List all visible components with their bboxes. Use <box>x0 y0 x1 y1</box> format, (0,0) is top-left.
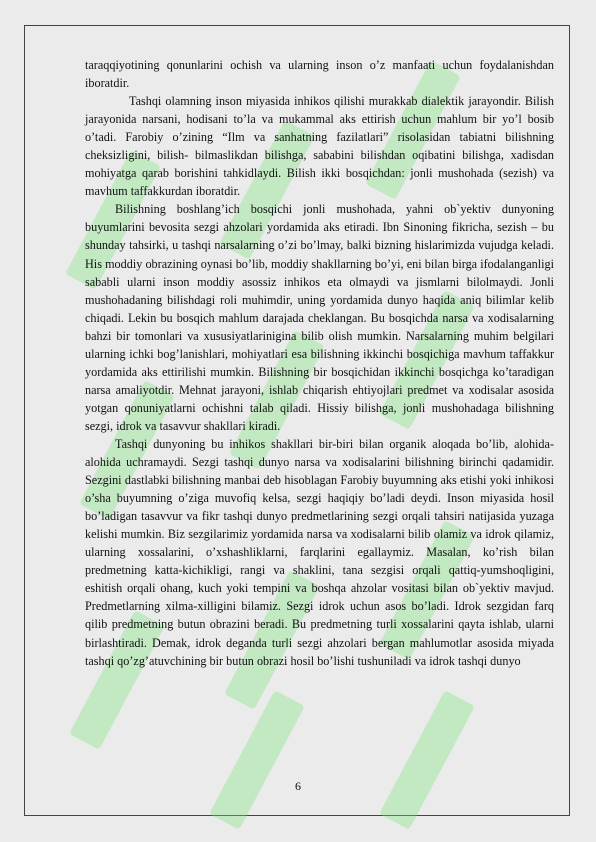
paragraph: Bilishning boshlang’ich bosqichi jonli mushohada, yahni ob`yektiv dunyoning buyumlarini bevosita sezgi ahzolari yordamida aks etiradi. Ibn Sinoning fikricha, sezish – bu shunday tahsirki, u tashqi narsalarning o’zi bo’lmay, balki bizning hislarimizda vujudga keladi. His moddiy obrazining oynasi bo’lib, moddiy shakllarning bo’yi, eni bilan birga ifodalanganligi sababli ularni inson moddiy asossiz inhikos eta olmaydi va jismlarni bilolmaydi. Jonli mushohadaning bilishdagi roli muhimdir, uning yordamida dunyo haqida aniq bilimlar kelib chiqadi. Lekin bu bosqich mahlum darajada cheklangan. Bu bosqichda narsa va xodisalarning bahzi bir tomonlari va xususiyatlarinigina bilib olish mumkin. Narsalarning muhim belgilari ularning ichki bog’lanishlari, mohiyatlari esa bilishning ikkinchi bosqichiga mavhum taffakkur yordamida aks ettirilishi mumkin. Bilishning bir bosqichidan ikkinchi bosqichga ko’taradigan narsa amaliyotdir. Mehnat jarayoni, ishlab chiqarish ehtiyojlari predmet va xodisalar asosida yotgan qonuniyatlarni ochishni talab qiladi. Hissiy bilishga, jonli mushohadaga bilishning sezgi, idrok va tasavvur shakllari kiradi. <box>85 202 554 433</box>
paragraph: taraqqiyotining qonunlarini ochish va ularning inson o’z manfaati uchun foydalanishdan iboratdir. <box>85 58 554 91</box>
document-body <box>85 56 554 670</box>
page-number: 6 <box>295 779 301 793</box>
paragraph: Tashqi dunyoning bu inhikos shakllari bir-biri bilan organik aloqada bo’lib, alohida-alohida uchramaydi. Sezgi tashqi dunyo narsa va xodisalarini bilishning birinchi qadamidir. Sezgini dastlabki bilishning manbai deb hisoblagan Farobiy buyumning aks etishi yoki inhikosi o’sha buyumning o’ziga muvofiq kelsa, sezgi haqiqiy bo’ladi deydi. Inson miyasida hosil bo’ladigan tasavvur va fikr tashqi dunyo predmetlarining sezgi orqali tahsiri natijasida yuzaga kelishi mumkin. Biz sezgilarimiz yordamida narsa va xodisalarni bilib olamiz va idrok qilamiz, ularning xossalarini, o’xshashliklarni, farqlarini egallaymiz. Masalan, ko’rish bilan predmetning katta-kichikligi, rangi va shaklini, tana sezgisi orqali qattiq-yumshoqligini, eshitish orqali ohang, kuch yoki tempini va boshqa ahzolar vositasi bilan ob`yektiv mavjud. Predmetlarning xilma-xilligini bilamiz. Sezgi idrok uchun asos bo’ladi. Idrok sezgidan farq qilib predmetning butun obrazini beradi. Bu predmetning turli xossalarini qayta ishlab, ularni birlashtiradi. Demak, idrok deganda turli sezgi ahzolari bergan mahlumotlar asosida miyada tashqi qo’zg’atuvchining bir butun obrazi hosil bo’lishi tushuniladi va idrok tashqi dunyo <box>85 436 554 668</box>
paragraph: Tashqi olamning inson miyasida inhikos qilishi murakkab dialektik jarayondir. Bilish jarayonida narsani, hodisani to’la va mukammal aks ettirish uchun mahlum bir yo’l bosib o’tadi. Farobiy o’zining “Ilm va sanhatning fazilatlari” risolasidan tabiatni bilishning cheksizligini, bilish- bilmaslikdan bilishga, sababini bilishdan oqibatini bilishga, xadisdan mohiyatga qarab borishini tahkidlaydi. Bilish ikki bosqichdan: jonli mushohada (sezish) va mavhum taffakkurdan iboratdir. <box>85 94 554 199</box>
